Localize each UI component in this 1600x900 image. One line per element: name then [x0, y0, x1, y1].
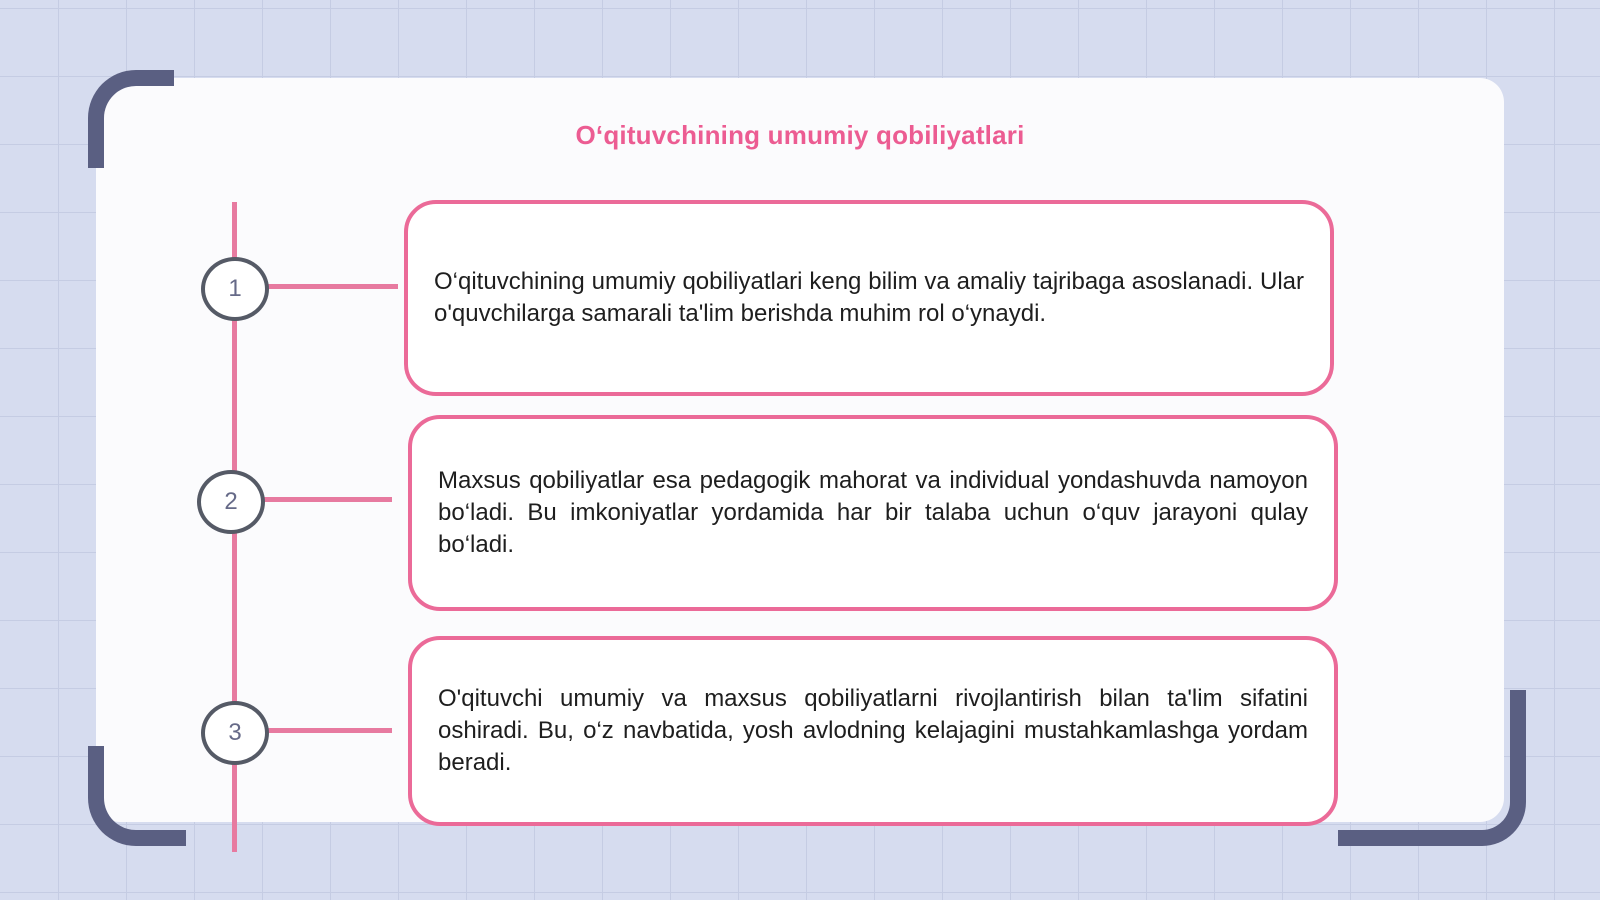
info-card-3 [408, 636, 1338, 826]
corner-bracket-bottom-left [88, 746, 186, 846]
step-number-3: 3 [201, 701, 269, 765]
corner-bracket-bottom-right [1338, 690, 1526, 846]
connector-1 [266, 284, 398, 289]
step-number-2: 2 [197, 470, 265, 534]
connector-3 [266, 728, 392, 733]
info-card-text: Maxsus qobiliyatlar esa pedagogik mahorat va individual yondashuvda namoyon bo‘ladi. Bu imkoniyatlar yordamida har bir talaba uchun o‘quv jarayoni qulay bo‘ladi. [438, 467, 1308, 558]
info-card-text: O‘qituvchining umumiy qobiliyatlari keng bilim va amaliy tajribaga asoslanadi. Ular o'quvchilarga samarali ta'lim berishda muhim rol o‘ynaydi. [434, 268, 1304, 327]
connector-2 [262, 497, 392, 502]
step-number-1: 1 [201, 257, 269, 321]
corner-bracket-top-left [88, 70, 174, 168]
info-card-2 [408, 415, 1338, 611]
info-card-text: O'qituvchi umumiy va maxsus qobiliyatlarni rivojlantirish bilan ta'lim sifatini oshiradi. Bu, o‘z navbatida, yosh avlodning kelajagini mustahkamlashga yordam beradi. [438, 685, 1308, 776]
slide-title: O‘qituvchining umumiy qobiliyatlari [575, 120, 1025, 150]
info-card-1 [404, 200, 1334, 396]
